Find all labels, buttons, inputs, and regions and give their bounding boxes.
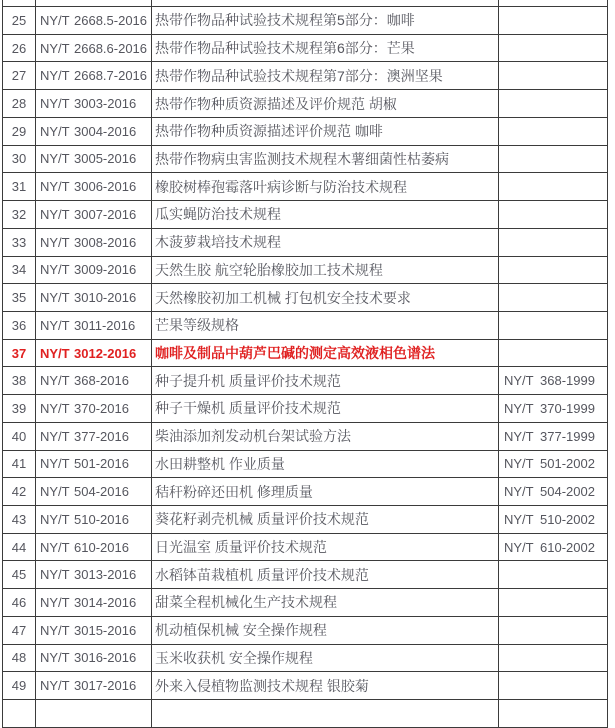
standard-code-cell (36, 35, 152, 62)
row-number: 34 (3, 257, 36, 284)
standard-title: 种子提升机 质量评价技术规范 (152, 367, 499, 394)
replaced-standard-cell (499, 35, 608, 62)
standard-title: 葵花籽剥壳机械 质量评价技术规范 (152, 506, 499, 533)
standard-number: 3014-2016 (74, 594, 137, 610)
replaced-standard-cell (499, 257, 608, 284)
replaced-standard-cell (499, 423, 608, 450)
table-row (3, 451, 608, 479)
row-number: 30 (3, 146, 36, 173)
standard-org: NY/T (40, 511, 70, 527)
standard-title: 外来入侵植物监测技术规程 银胶菊 (152, 672, 499, 699)
standard-code-cell (36, 173, 152, 200)
table-row (3, 62, 608, 90)
partial-row-bottom (3, 700, 608, 728)
standard-org: NY/T (40, 123, 70, 139)
standard-number: 3008-2016 (74, 234, 137, 250)
standard-code-cell (36, 589, 152, 616)
row-number: 45 (3, 561, 36, 588)
standard-title: 机动植保机械 安全操作规程 (152, 617, 499, 644)
replaced-standard-org: NY/T (504, 511, 534, 527)
standard-title: 热带作物品种试验技术规程第5部分：咖啡 (152, 7, 499, 34)
table-row (3, 423, 608, 451)
replaced-standard-cell (499, 451, 608, 478)
standard-code-cell (36, 506, 152, 533)
standard-code-cell (36, 62, 152, 89)
standard-code-cell (36, 478, 152, 505)
partial-row-top (3, 0, 608, 7)
standard-org: NY/T (40, 400, 70, 416)
standard-code-cell (36, 395, 152, 422)
row-number: 47 (3, 617, 36, 644)
row-number: 29 (3, 118, 36, 145)
table-row (3, 257, 608, 285)
replaced-standard-org: NY/T (504, 400, 534, 416)
replaced-standard-org: NY/T (504, 373, 534, 389)
standard-org: NY/T (40, 622, 70, 638)
replaced-standard-cell (499, 312, 608, 339)
standard-org: NY/T (40, 317, 70, 333)
standard-code-cell (36, 423, 152, 450)
standard-org: NY/T (40, 678, 70, 694)
standard-title-cell (152, 700, 499, 727)
standard-org: NY/T (40, 594, 70, 610)
standard-code-cell (36, 7, 152, 34)
standard-code-cell (36, 229, 152, 256)
standard-title-cell (152, 0, 499, 6)
row-number: 37 (3, 340, 36, 367)
standard-code-cell (36, 90, 152, 117)
standard-code-cell (36, 451, 152, 478)
standard-org: NY/T (40, 456, 70, 472)
replaced-standard-cell (499, 367, 608, 394)
table-row (3, 367, 608, 395)
replaced-standard-org: NY/T (504, 456, 534, 472)
standard-org: NY/T (40, 151, 70, 167)
table-row (3, 312, 608, 340)
standard-code-cell (36, 340, 152, 367)
row-number: 35 (3, 284, 36, 311)
replaced-standard-number: 610-2002 (540, 539, 595, 555)
standard-title: 热带作物品种试验技术规程第6部分：芒果 (152, 35, 499, 62)
table-row (3, 229, 608, 257)
row-number: 49 (3, 672, 36, 699)
row-number: 33 (3, 229, 36, 256)
standard-org: NY/T (40, 12, 70, 28)
table-row (3, 173, 608, 201)
standard-number: 3009-2016 (74, 262, 137, 278)
standard-number: 3012-2016 (74, 345, 137, 361)
replaced-standard-cell (499, 700, 608, 727)
row-number: 40 (3, 423, 36, 450)
row-number: 25 (3, 7, 36, 34)
standard-title: 种子干燥机 质量评价技术规范 (152, 395, 499, 422)
replaced-standard-cell (499, 146, 608, 173)
standard-number: 2668.7-2016 (74, 68, 148, 84)
standard-title: 热带作物病虫害监测技术规程木薯细菌性枯萎病 (152, 146, 499, 173)
standard-number: 3016-2016 (74, 650, 137, 666)
standard-number: 504-2016 (74, 484, 129, 500)
replaced-standard-number: 510-2002 (540, 511, 595, 527)
replaced-standard-cell (499, 534, 608, 561)
replaced-standard-number: 377-1999 (540, 428, 595, 444)
table-row (3, 340, 608, 368)
row-number: 46 (3, 589, 36, 616)
standard-title: 玉米收获机 安全操作规程 (152, 645, 499, 672)
standard-code-cell (36, 672, 152, 699)
standard-number: 3010-2016 (74, 290, 137, 306)
standard-title: 天然生胶 航空轮胎橡胶加工技术规程 (152, 257, 499, 284)
row-number: 39 (3, 395, 36, 422)
standard-number: 2668.5-2016 (74, 12, 148, 28)
standard-number: 3015-2016 (74, 622, 137, 638)
table-row (3, 561, 608, 589)
standard-org: NY/T (40, 40, 70, 56)
replaced-standard-cell (499, 0, 608, 6)
standard-number: 3003-2016 (74, 96, 137, 112)
row-number: 41 (3, 451, 36, 478)
standard-code-cell (36, 617, 152, 644)
replaced-standard-cell (499, 561, 608, 588)
standard-number: 2668.6-2016 (74, 40, 148, 56)
table-row (3, 201, 608, 229)
replaced-standard-cell (499, 589, 608, 616)
row-number: 38 (3, 367, 36, 394)
table-row (3, 395, 608, 423)
row-number: 44 (3, 534, 36, 561)
standard-org: NY/T (40, 179, 70, 195)
standard-number: 370-2016 (74, 400, 129, 416)
row-number: 42 (3, 478, 36, 505)
standard-number: 368-2016 (74, 373, 129, 389)
standard-org: NY/T (40, 428, 70, 444)
standard-title: 水稻钵苗栽植机 质量评价技术规范 (152, 561, 499, 588)
table-row (3, 7, 608, 35)
standard-org: NY/T (40, 96, 70, 112)
table-row (3, 118, 608, 146)
replaced-standard-cell (499, 340, 608, 367)
standard-org: NY/T (40, 373, 70, 389)
table-row (3, 146, 608, 174)
standard-code-cell (36, 561, 152, 588)
replaced-standard-number: 504-2002 (540, 484, 595, 500)
row-number: 27 (3, 62, 36, 89)
standard-number: 3007-2016 (74, 206, 137, 222)
replaced-standard-cell (499, 201, 608, 228)
standard-number: 510-2016 (74, 511, 129, 527)
replaced-standard-cell (499, 645, 608, 672)
standard-code-cell (36, 645, 152, 672)
row-number-cell (3, 700, 36, 727)
row-number: 36 (3, 312, 36, 339)
standards-table (2, 0, 608, 728)
table-row (3, 617, 608, 645)
standard-title: 秸秆粉碎还田机 修理质量 (152, 478, 499, 505)
replaced-standard-cell (499, 7, 608, 34)
table-row (3, 645, 608, 673)
replaced-standard-cell (499, 62, 608, 89)
standard-number: 3011-2016 (74, 317, 136, 333)
standard-number: 3005-2016 (74, 151, 137, 167)
table-row (3, 589, 608, 617)
standard-title: 木菠萝栽培技术规程 (152, 229, 499, 256)
replaced-standard-org: NY/T (504, 428, 534, 444)
standard-number: 3013-2016 (74, 567, 137, 583)
standard-org: NY/T (40, 567, 70, 583)
standard-org: NY/T (40, 345, 70, 361)
standard-title: 热带作物种质资源描述及评价规范 胡椒 (152, 90, 499, 117)
standard-code-cell (36, 284, 152, 311)
table-row (3, 284, 608, 312)
replaced-standard-cell (499, 118, 608, 145)
row-number: 31 (3, 173, 36, 200)
replaced-standard-cell (499, 90, 608, 117)
standard-title: 天然橡胶初加工机械 打包机安全技术要求 (152, 284, 499, 311)
standard-title: 咖啡及制品中葫芦巴碱的测定高效液相色谱法 (152, 340, 499, 367)
standard-code-cell (36, 146, 152, 173)
standard-org: NY/T (40, 234, 70, 250)
standard-title: 瓜实蝇防治技术规程 (152, 201, 499, 228)
standard-code-cell (36, 118, 152, 145)
replaced-standard-number: 370-1999 (540, 400, 595, 416)
standard-code-cell (36, 700, 152, 727)
row-number: 48 (3, 645, 36, 672)
standard-org: NY/T (40, 650, 70, 666)
standard-title: 甜菜全程机械化生产技术规程 (152, 589, 499, 616)
replaced-standard-cell (499, 672, 608, 699)
standard-title: 热带作物种质资源描述评价规范 咖啡 (152, 118, 499, 145)
replaced-standard-cell (499, 617, 608, 644)
standard-org: NY/T (40, 539, 70, 555)
standard-number: 377-2016 (74, 428, 129, 444)
table-row (3, 534, 608, 562)
standard-org: NY/T (40, 206, 70, 222)
standard-org: NY/T (40, 290, 70, 306)
standard-number: 3004-2016 (74, 123, 137, 139)
standard-number: 501-2016 (74, 456, 129, 472)
row-number: 32 (3, 201, 36, 228)
standard-number: 3006-2016 (74, 179, 137, 195)
replaced-standard-org: NY/T (504, 539, 534, 555)
standard-org: NY/T (40, 484, 70, 500)
standard-title: 橡胶树棒孢霉落叶病诊断与防治技术规程 (152, 173, 499, 200)
standard-code-cell (36, 201, 152, 228)
row-number: 28 (3, 90, 36, 117)
standard-code-cell (36, 534, 152, 561)
standard-org: NY/T (40, 68, 70, 84)
standard-code-cell (36, 0, 152, 6)
table-row (3, 506, 608, 534)
replaced-standard-cell (499, 478, 608, 505)
replaced-standard-cell (499, 229, 608, 256)
replaced-standard-cell (499, 284, 608, 311)
replaced-standard-cell (499, 395, 608, 422)
table-row (3, 672, 608, 700)
standard-number: 610-2016 (74, 539, 129, 555)
replaced-standard-cell (499, 506, 608, 533)
row-number-cell (3, 0, 36, 6)
table-row (3, 478, 608, 506)
standard-org: NY/T (40, 262, 70, 278)
replaced-standard-number: 501-2002 (540, 456, 595, 472)
standard-title: 柴油添加剂发动机台架试验方法 (152, 423, 499, 450)
standard-code-cell (36, 257, 152, 284)
table-row (3, 90, 608, 118)
table-row (3, 35, 608, 63)
standard-title: 水田耕整机 作业质量 (152, 451, 499, 478)
standard-code-cell (36, 367, 152, 394)
standard-code-cell (36, 312, 152, 339)
row-number: 26 (3, 35, 36, 62)
replaced-standard-org: NY/T (504, 484, 534, 500)
standard-title: 热带作物品种试验技术规程第7部分：澳洲坚果 (152, 62, 499, 89)
table-body (3, 7, 608, 700)
standard-number: 3017-2016 (74, 678, 137, 694)
replaced-standard-cell (499, 173, 608, 200)
replaced-standard-number: 368-1999 (540, 373, 595, 389)
standard-title: 芒果等级规格 (152, 312, 499, 339)
row-number: 43 (3, 506, 36, 533)
standard-title: 日光温室 质量评价技术规范 (152, 534, 499, 561)
